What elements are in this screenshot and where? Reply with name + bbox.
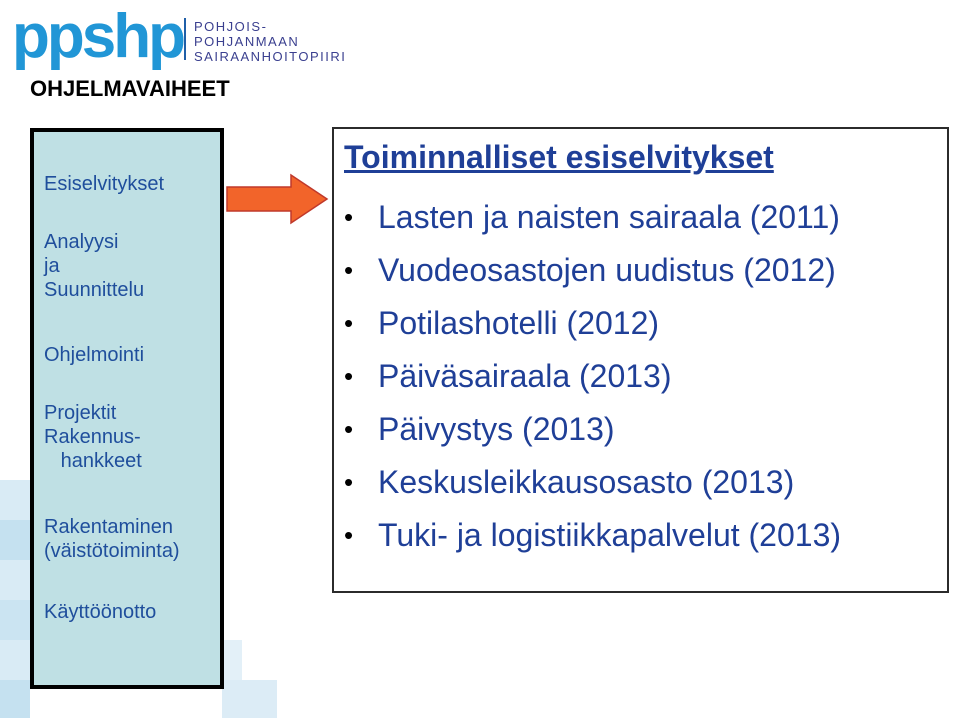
bullet-icon: • [344, 361, 354, 391]
phase-esiselvitykset: Esiselvitykset [44, 173, 165, 195]
arrow-right-icon [225, 173, 329, 225]
phase-kayttoonotto: Käyttöönotto [44, 601, 157, 623]
logo-mark: ppshp [12, 2, 183, 71]
content-heading: Toiminnalliset esiselvitykset [344, 139, 774, 175]
logo-line-1: POHJOIS-POHJANMAAN [194, 19, 300, 49]
phase-rakentaminen: Rakentaminen (väistötoiminta) [44, 516, 180, 562]
list-item: • Vuodeosastojen uudistus (2012) [344, 244, 841, 297]
bullet-icon: • [344, 308, 354, 338]
phase-ohjelmointi: Ohjelmointi [44, 344, 145, 366]
list-item: • Lasten ja naisten sairaala (2011) [344, 191, 841, 244]
list-item: • Keskusleikkausosasto (2013) [344, 456, 841, 509]
bullet-icon: • [344, 467, 354, 497]
bullet-icon: • [344, 520, 354, 550]
content-box [332, 127, 949, 593]
ppshp-logo [12, 2, 347, 72]
list-item: • Tuki- ja logistiikkapalvelut (2013) [344, 509, 841, 562]
bullet-icon: • [344, 202, 354, 232]
phases-panel [30, 128, 224, 689]
logo-divider [184, 18, 186, 60]
bullet-icon: • [344, 414, 354, 444]
phase-projektit: Projektit Rakennus- hankkeet [44, 402, 142, 472]
list-item: • Päiväsairaala (2013) [344, 350, 841, 403]
content-list [344, 191, 841, 562]
page-title: OHJELMAVAIHEET [30, 76, 230, 101]
phase-analyysi-suunnittelu: Analyysi ja Suunnittelu [44, 231, 145, 301]
logo-text [194, 19, 346, 64]
list-item: • Potilashotelli (2012) [344, 297, 841, 350]
list-item: • Päivystys (2013) [344, 403, 841, 456]
bullet-icon: • [344, 255, 354, 285]
logo-line-2: SAIRAANHOITOPIIRI [194, 49, 347, 64]
